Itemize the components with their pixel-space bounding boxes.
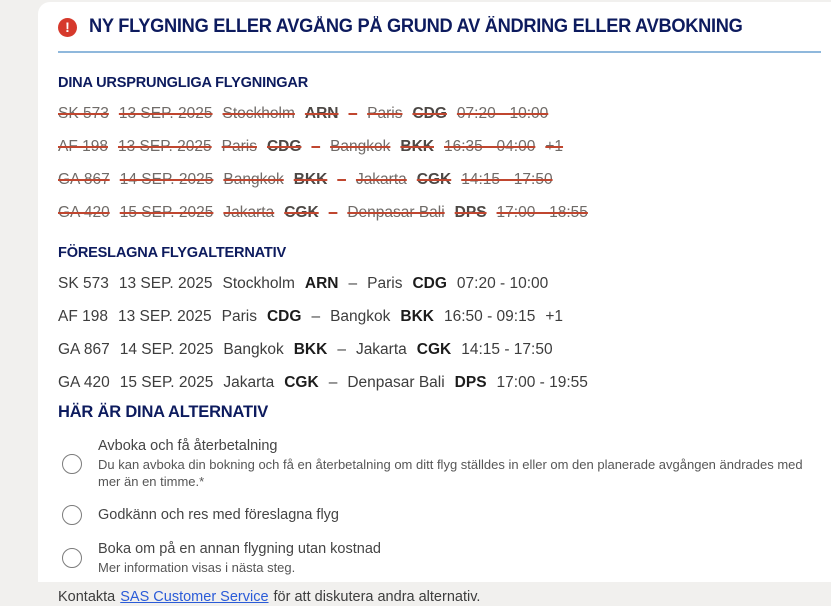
origin-city: Paris — [221, 138, 257, 155]
route-dash: – — [311, 308, 321, 325]
route-dash: – — [337, 171, 346, 188]
flight-times: 07:20 - 10:00 — [456, 275, 549, 292]
flight-number: GA 867 — [58, 171, 110, 188]
origin-city: Bangkok — [223, 341, 284, 358]
origin-code: CGK — [284, 374, 319, 391]
flight-times: 07:20 - 10:00 — [456, 105, 549, 122]
origin-code: CGK — [284, 204, 319, 221]
option-description: Mer information visas i nästa steg. — [98, 560, 296, 575]
flight-times: 16:35 - 04:00 — [443, 138, 536, 155]
flight-times: 14:15 - 17:50 — [461, 171, 553, 188]
destination-code: BKK — [400, 308, 434, 325]
route-dash: – — [311, 138, 321, 155]
option-accept-proposed[interactable] — [62, 505, 821, 525]
original-flight-row — [58, 170, 821, 190]
origin-city: Jakarta — [223, 374, 275, 391]
route-dash: – — [328, 374, 338, 391]
flight-date: 13 SEP. 2025 — [117, 138, 212, 155]
origin-code: BKK — [293, 171, 328, 188]
proposed-flight-row — [58, 340, 821, 360]
destination-code: DPS — [454, 204, 487, 221]
destination-code: BKK — [400, 138, 434, 155]
origin-city: Paris — [221, 308, 257, 325]
flight-number: AF 198 — [58, 308, 108, 325]
flight-date: 13 SEP. 2025 — [118, 275, 213, 292]
route-dash: – — [328, 204, 338, 221]
option-description: Du kan avboka din bokning och få en återbetalning om ditt flyg ställdes in eller om den planerade avgången ändrades med mer än en timme.* — [98, 457, 803, 489]
original-flight-row — [58, 104, 821, 124]
origin-code: CDG — [266, 308, 302, 325]
origin-code: CDG — [266, 138, 302, 155]
page-title: NY FLYGNING ELLER AVGÅNG PÅ GRUND AV ÄNDRING ELLER AVBOKNING — [89, 16, 743, 37]
origin-city: Stockholm — [222, 105, 295, 122]
destination-city: Denpasar Bali — [347, 374, 445, 391]
option-label: Avboka och få återbetalning — [98, 438, 278, 454]
origin-city: Stockholm — [222, 275, 295, 292]
destination-city: Paris — [367, 105, 403, 122]
alert-exclamation-icon: ! — [58, 18, 77, 37]
flight-times: 16:50 - 09:15 — [443, 308, 536, 325]
plus-one-indicator: +1 — [545, 138, 564, 155]
option-label: Boka om på en annan flygning utan kostnad — [98, 541, 381, 557]
flight-date: 13 SEP. 2025 — [118, 105, 213, 122]
destination-city: Jakarta — [355, 341, 407, 358]
option-rebook-free[interactable] — [62, 540, 821, 576]
flight-number: SK 573 — [58, 105, 109, 122]
origin-city: Bangkok — [223, 171, 284, 188]
route-dash: – — [337, 341, 346, 358]
original-flight-row — [58, 137, 821, 157]
flight-date: 15 SEP. 2025 — [119, 204, 214, 221]
flight-number: SK 573 — [58, 275, 109, 292]
destination-city: Bangkok — [330, 308, 391, 325]
flight-times: 17:00 - 19:55 — [496, 374, 588, 391]
destination-code: CDG — [412, 105, 447, 122]
change-notification-card — [38, 2, 831, 605]
contact-note-suffix: för att diskutera andra alternativ. — [273, 589, 481, 605]
flight-date: 13 SEP. 2025 — [117, 308, 212, 325]
original-flights-title: DINA URSPRUNGLIGA FLYGNINGAR — [58, 74, 309, 91]
option-cancel-refund[interactable] — [62, 437, 821, 490]
flight-number: GA 420 — [58, 204, 110, 221]
proposed-flights-title: FÖRESLAGNA FLYGALTERNATIV — [58, 244, 286, 261]
destination-code: CDG — [412, 275, 447, 292]
flight-times: 17:00 - 18:55 — [496, 204, 588, 221]
contact-note-prefix: Kontakta — [58, 589, 116, 605]
destination-city: Paris — [367, 275, 403, 292]
flight-date: 15 SEP. 2025 — [119, 374, 214, 391]
destination-code: CGK — [416, 171, 452, 188]
destination-city: Bangkok — [330, 138, 391, 155]
flight-date: 14 SEP. 2025 — [119, 341, 214, 358]
radio-button[interactable] — [62, 548, 82, 568]
radio-button[interactable] — [62, 505, 82, 525]
original-flight-row — [58, 203, 821, 223]
customer-service-link[interactable]: SAS Customer Service — [120, 589, 269, 605]
route-dash: – — [348, 275, 358, 292]
proposed-flight-row — [58, 307, 821, 327]
origin-city: Jakarta — [223, 204, 275, 221]
flight-number: AF 198 — [58, 138, 108, 155]
header-divider — [58, 51, 821, 53]
option-label: Godkänn och res med föreslagna flyg — [98, 506, 339, 523]
origin-code: ARN — [304, 275, 339, 292]
origin-code: BKK — [293, 341, 328, 358]
destination-code: DPS — [454, 374, 487, 391]
origin-code: ARN — [304, 105, 339, 122]
flight-number: GA 420 — [58, 374, 110, 391]
options-title: HÄR ÄR DINA ALTERNATIV — [58, 402, 269, 421]
destination-city: Jakarta — [355, 171, 407, 188]
flight-date: 14 SEP. 2025 — [119, 171, 214, 188]
radio-button[interactable] — [62, 454, 82, 474]
contact-note — [58, 589, 480, 605]
destination-code: CGK — [416, 341, 452, 358]
proposed-flight-row — [58, 373, 821, 393]
alert-header — [58, 16, 821, 38]
flight-number: GA 867 — [58, 341, 110, 358]
proposed-flight-row — [58, 274, 821, 294]
route-dash: – — [348, 105, 358, 122]
plus-one-indicator: +1 — [545, 308, 564, 325]
destination-city: Denpasar Bali — [347, 204, 445, 221]
flight-times: 14:15 - 17:50 — [461, 341, 553, 358]
